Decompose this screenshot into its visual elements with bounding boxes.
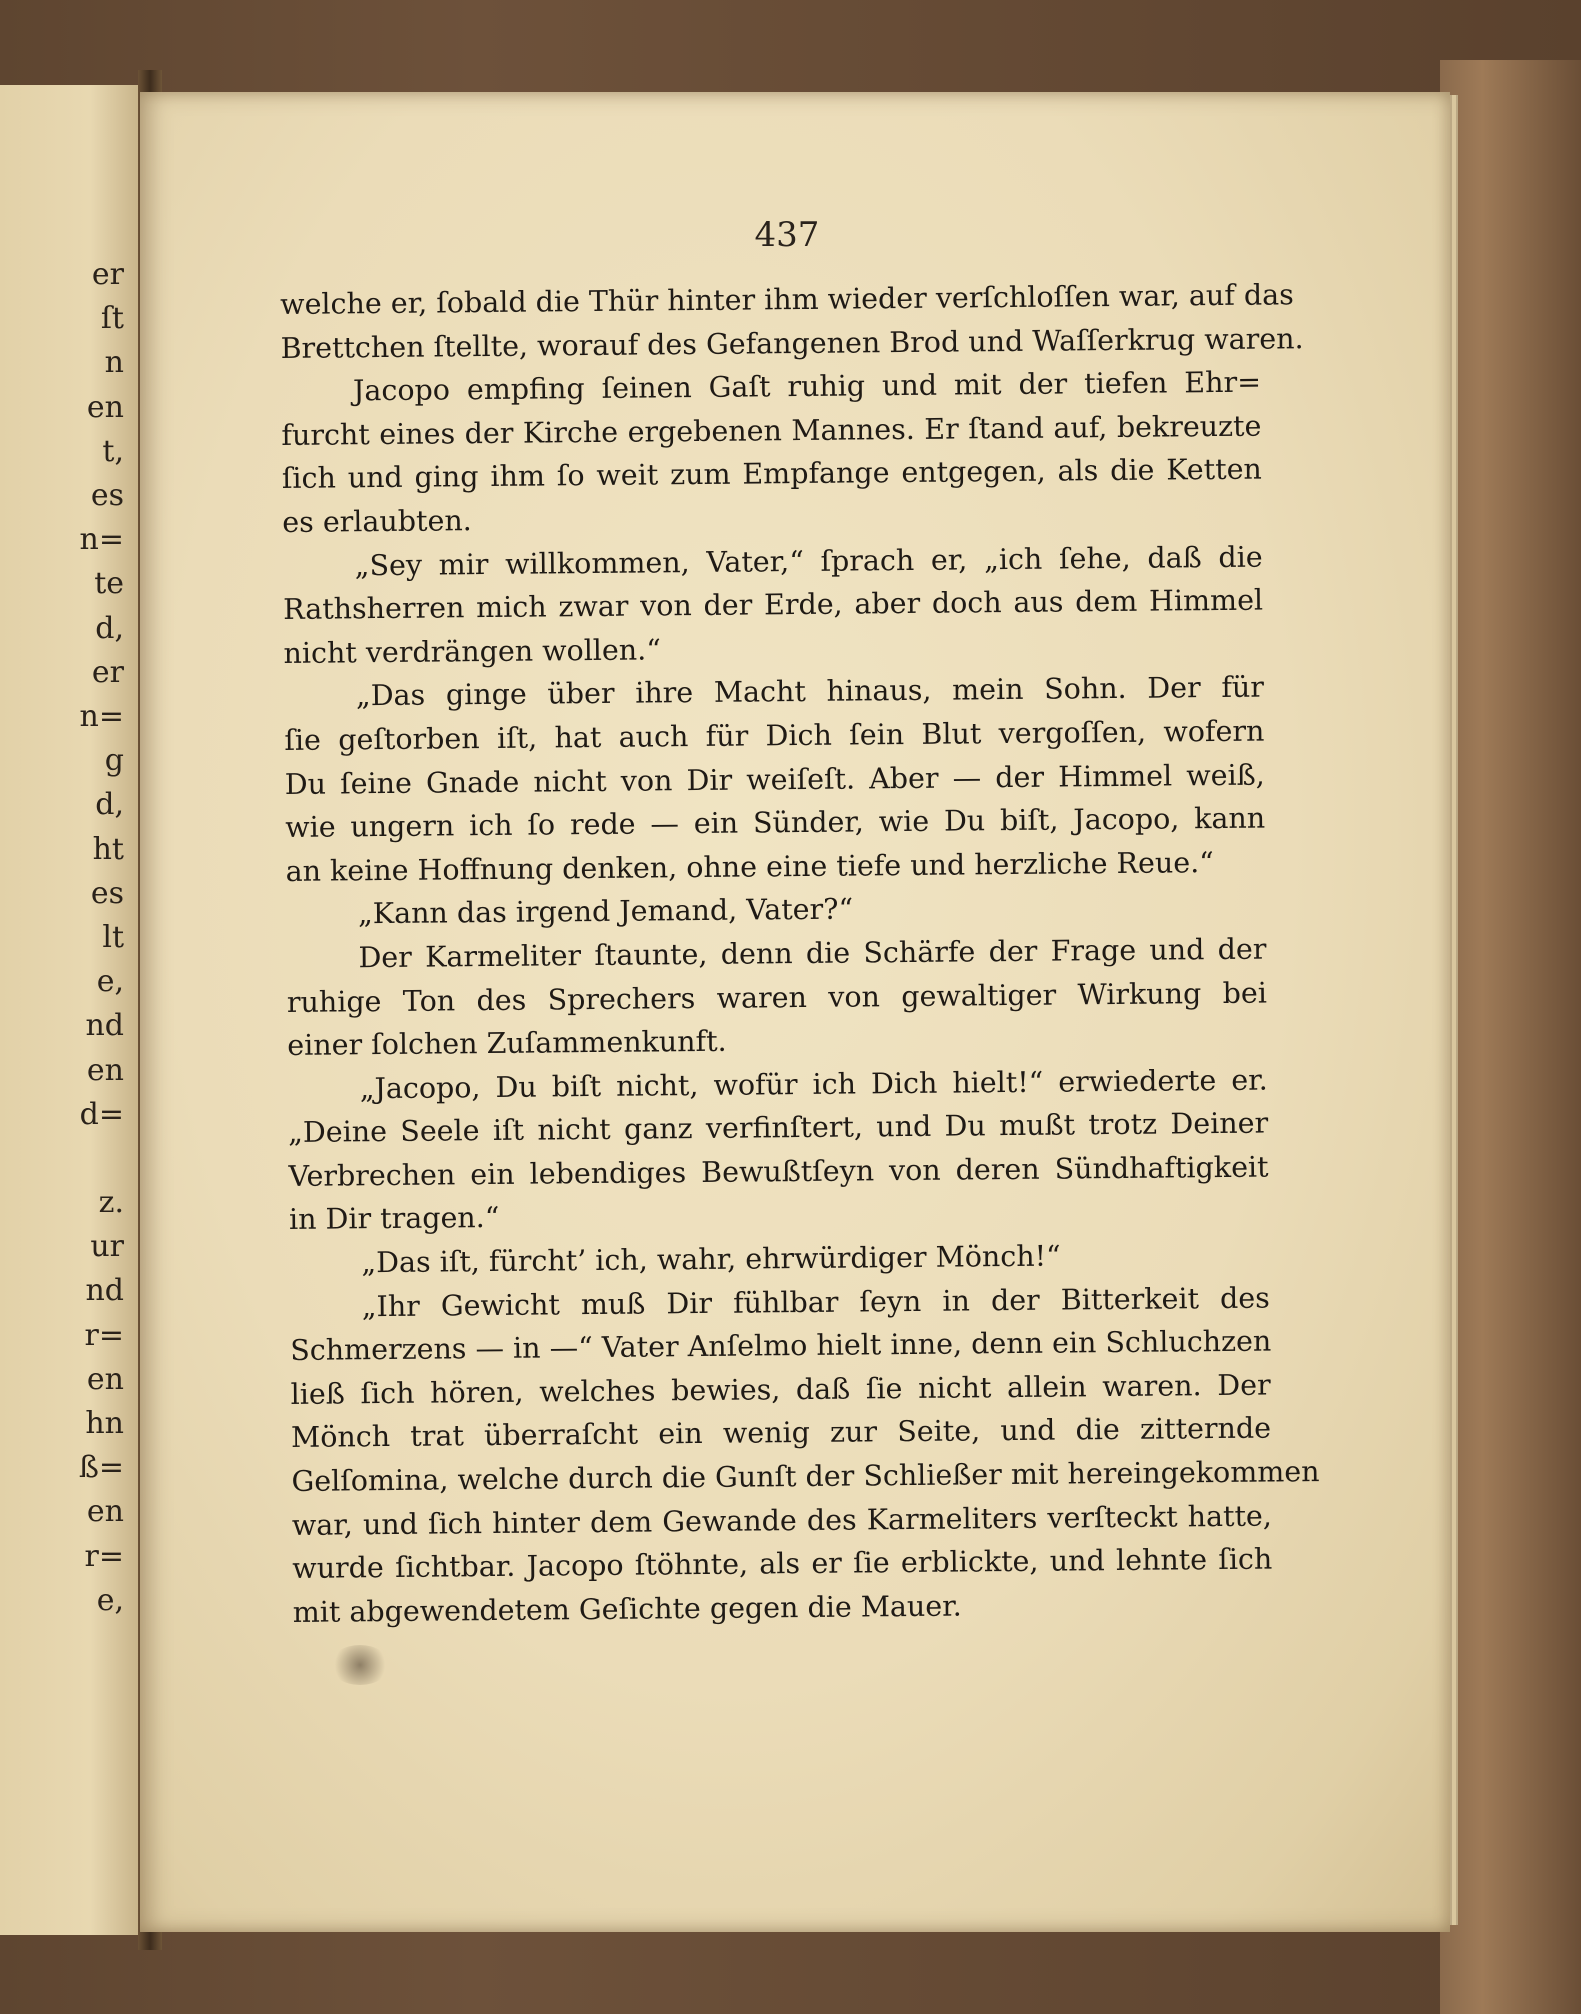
text-line: wurde ſichtbar. Jacopo ſtöhnte, als er ſie erblickte, und lehnte ſich [292, 1542, 1273, 1586]
text-line: ſie geſtorben iſt, hat auch für Dich ſein Blut vergoſſen, wofern [284, 714, 1265, 757]
page-number: 437 [754, 215, 820, 255]
facing-page-fragment: ht [92, 831, 124, 867]
text-line: „Ihr Gewicht muß Dir fühlbar ſeyn in der Bitterkeit des [361, 1281, 1270, 1323]
text-line: „Sey mir willkommen, Vater,“ ſprach er, „ich ſehe, daß die [354, 540, 1263, 582]
facing-page-fragment: n [104, 345, 124, 381]
text-line: „Deine Seele iſt nicht ganz verfinſtert, und Du mußt trotz Deiner [287, 1106, 1269, 1150]
text-line: Jacopo empfing ſeinen Gaſt ruhig und mit der tiefen Ehr= [352, 365, 1262, 408]
text-line: Verbrechen ein lebendiges Bewußtſeyn von deren Sündhaftigkeit [288, 1150, 1269, 1193]
text-line: war, und ſich hinter dem Gewande des Karmeliters verſteckt hatte, [291, 1499, 1273, 1542]
facing-page-fragment: e, [96, 964, 124, 1000]
facing-page-fragment: d, [95, 787, 124, 823]
facing-page-fragment: z. [98, 1185, 124, 1220]
text-line: Brettchen ſtellte, worauf des Gefangenen Brod und Waſſerkrug waren. [280, 321, 1304, 365]
text-line: „Das iſt, fürcht’ ich, wahr, ehrwürdiger Mönch!“ [361, 1239, 1061, 1280]
facing-page-fragment: ſt [100, 301, 124, 337]
facing-page-fragment: en [86, 1494, 124, 1530]
text-line: Rathsherren mich zwar von der Erde, aber doch aus dem Himmel [282, 583, 1264, 627]
facing-page-fragment: n= [79, 699, 124, 734]
text-line: ließ ſich hören, welches bewies, daß ſie nicht allein waren. Der [290, 1368, 1271, 1411]
text-line: an keine Hoffnung denken, ohne eine tiefe und herzliche Reue.“ [285, 845, 1214, 888]
facing-page-fragment: g [104, 743, 124, 779]
text-line: Der Karmeliter ſtaunte, denn die Schärfe der Frage und der [358, 932, 1267, 975]
facing-page-fragment: r= [84, 1317, 124, 1353]
text-line: Du ſeine Gnade nicht von Dir weiſeſt. Aber — der Himmel weiß, [284, 758, 1265, 801]
text-line: „Jacopo, Du biſt nicht, wofür ich Dich hielt!“ erwiederte er. [359, 1063, 1268, 1105]
facing-page-fragment: ur [90, 1229, 124, 1265]
text-line: welche er, ſobald die Thür hinter ihm wieder verſchloſſen war, auf das [280, 278, 1294, 321]
paper-stain [330, 1645, 390, 1685]
facing-page-fragment: te [94, 566, 124, 602]
text-line: Schmerzens — in —“ Vater Anſelmo hielt inne, denn ein Schluchzen [290, 1324, 1272, 1368]
facing-page-fragment: er [91, 654, 124, 690]
facing-page-fragment: nd [85, 1273, 124, 1309]
text-line: in Dir tragen.“ [288, 1201, 500, 1237]
facing-page-fragment: d, [95, 610, 124, 646]
text-line: furcht eines der Kirche ergebenen Mannes. Er ſtand auf, bekreuzte [281, 409, 1262, 452]
text-line: nicht verdrängen wollen.“ [283, 633, 661, 670]
text-line: Gelſomina, welche durch die Gunſt der Schließer mit hereingekommen [291, 1455, 1320, 1498]
facing-page-fragment: r= [84, 1538, 124, 1574]
text-line: wie ungern ich ſo rede — ein Sünder, wie Du biſt, Jacopo, kann [285, 801, 1266, 845]
text-line: mit abgewendetem Geſichte gegen die Mauer. [292, 1589, 962, 1629]
facing-page-fragment: en [86, 1361, 124, 1397]
facing-page-fragment: er [91, 257, 124, 292]
text-line: ſich und ging ihm ſo weit zum Empfange entgegen, als die Ketten [281, 452, 1262, 496]
facing-page-fragment: es [90, 875, 124, 911]
text-line: ruhige Ton des Sprechers waren von gewaltiger Wirkung bei [286, 976, 1268, 1019]
book-cover-edge [1440, 60, 1581, 2014]
facing-page [0, 85, 150, 1935]
facing-page-fragment: en [86, 389, 124, 425]
text-line: einer ſolchen Zuſammenkunft. [287, 1024, 727, 1063]
facing-page-fragment: ß= [78, 1450, 124, 1486]
text-line: Mönch trat überraſcht ein wenig zur Seite, und die zitternde [290, 1411, 1272, 1455]
facing-page-fragment: lt [102, 920, 124, 955]
facing-page-fragment: n= [79, 522, 124, 558]
text-line: „Kann das irgend Jemand, Vater?“ [357, 892, 854, 931]
facing-page-fragment: e, [96, 1582, 124, 1618]
facing-page-fragment: es [90, 478, 124, 513]
text-line: es erlaubten. [282, 504, 472, 539]
page-text-block [280, 274, 1320, 1635]
facing-page-fragment: nd [85, 1008, 124, 1044]
facing-page-fragment: en [86, 1052, 124, 1088]
text-line: „Das ginge über ihre Macht hinaus, mein Sohn. Der für [355, 670, 1265, 713]
facing-page-fragment: d= [79, 1096, 124, 1132]
facing-page-fragment: t, [102, 433, 124, 469]
facing-page-fragment: hn [85, 1406, 124, 1441]
